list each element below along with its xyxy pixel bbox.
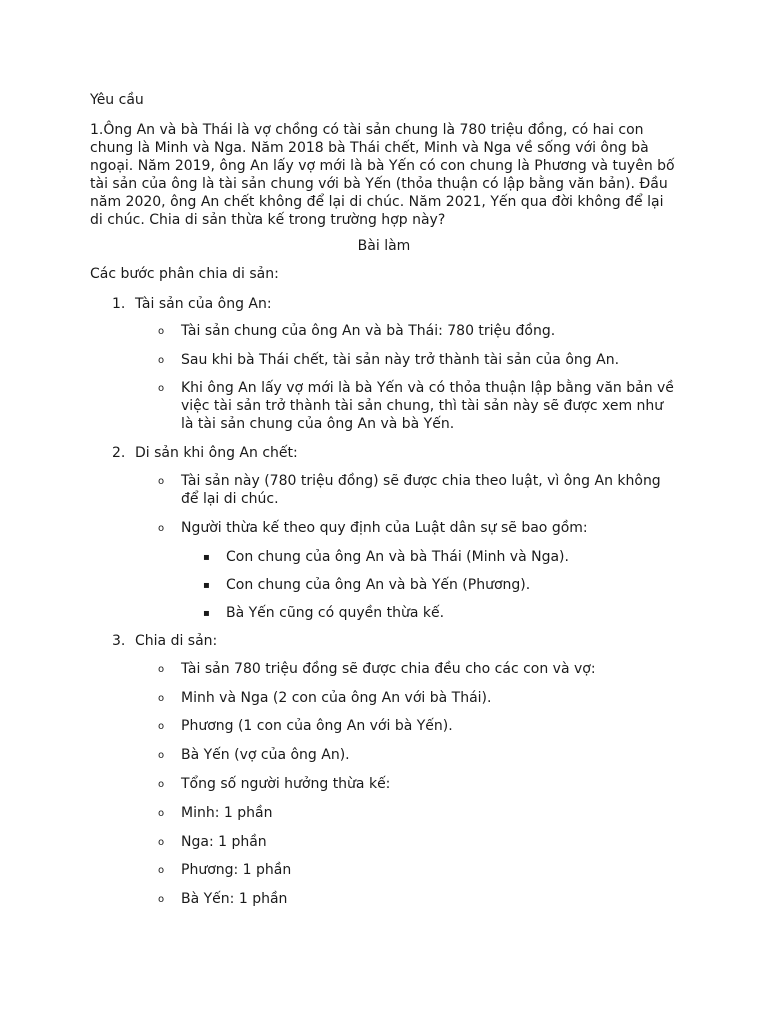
bullet-marker: o xyxy=(158,355,165,366)
list-item: Người thừa kế theo quy định của Luật dân sự sẽ bao gồm: xyxy=(181,520,588,536)
square-bullet-marker: ▪ xyxy=(203,552,210,563)
bullet-marker: o xyxy=(158,664,165,675)
step-title: Di sản khi ông An chết: xyxy=(135,445,298,461)
list-item: Bà Yến: 1 phần xyxy=(181,891,288,907)
sub-list-item: Con chung của ông An và bà Yến (Phương). xyxy=(226,577,531,593)
intro-text: Các bước phân chia di sản: xyxy=(90,266,279,282)
question-paragraph: 1.Ông An và bà Thái là vợ chồng có tài sản chung là 780 triệu đồng, có hai con chung là Minh và Nga. Năm 2018 bà Thái chết, Minh và Nga về sống với ông bà ngoại. Năm 2019, ông An lấy vợ mới là bà Yến có con chung là Phương và tuyên bố tài sản của ông là tài sản chung với bà Yến (thỏa thuận có lập bằng văn bản). Đầu năm 2020, ông An chết không để lại di chúc. Năm 2021, Yến qua đời không để lại di chúc. Chia di sản thừa kế trong trường hợp này? xyxy=(90,122,675,228)
bullet-marker: o xyxy=(158,894,165,905)
bullet-marker: o xyxy=(158,779,165,790)
heading: Yêu cầu xyxy=(90,92,144,108)
list-item: Sau khi bà Thái chết, tài sản này trở thành tài sản của ông An. xyxy=(181,352,620,368)
sub-list-item: Bà Yến cũng có quyền thừa kế. xyxy=(226,605,445,621)
step-title: Tài sản của ông An: xyxy=(135,296,272,312)
list-item: Bà Yến (vợ của ông An). xyxy=(181,747,350,763)
list-item: Phương: 1 phần xyxy=(181,862,292,878)
list-item: Minh và Nga (2 con của ông An với bà Thái). xyxy=(181,690,492,706)
list-item: Minh: 1 phần xyxy=(181,805,273,821)
bullet-marker: o xyxy=(158,476,165,487)
bullet-marker: o xyxy=(158,808,165,819)
square-bullet-marker: ▪ xyxy=(203,580,210,591)
bullet-marker: o xyxy=(158,693,165,704)
bullet-marker: o xyxy=(158,721,165,732)
list-item: Khi ông An lấy vợ mới là bà Yến và có thỏa thuận lập bằng văn bản về việc tài sản trở thành tài sản chung, thì tài sản này sẽ được xem như là tài sản chung của ông An và bà Yến. xyxy=(181,380,674,432)
sub-list-item: Con chung của ông An và bà Thái (Minh và Nga). xyxy=(226,549,569,565)
list-item: Tổng số người hưởng thừa kế: xyxy=(181,776,391,792)
step-number: 2. xyxy=(112,445,126,461)
list-item: Tài sản 780 triệu đồng sẽ được chia đều cho các con và vợ: xyxy=(181,661,596,677)
step-title: Chia di sản: xyxy=(135,633,218,649)
bullet-marker: o xyxy=(158,865,165,876)
list-item: Nga: 1 phần xyxy=(181,834,267,850)
square-bullet-marker: ▪ xyxy=(203,608,210,619)
bullet-marker: o xyxy=(158,326,165,337)
list-item: Tài sản chung của ông An và bà Thái: 780 triệu đồng. xyxy=(181,323,556,339)
step-number: 1. xyxy=(112,296,126,312)
list-item: Tài sản này (780 triệu đồng) sẽ được chia theo luật, vì ông An không để lại di chúc. xyxy=(181,473,661,507)
bullet-marker: o xyxy=(158,837,165,848)
step-number: 3. xyxy=(112,633,126,649)
list-item: Phương (1 con của ông An với bà Yến). xyxy=(181,718,453,734)
answer-title: Bài làm xyxy=(357,238,411,254)
bullet-marker: o xyxy=(158,750,165,761)
bullet-marker: o xyxy=(158,523,165,534)
bullet-marker: o xyxy=(158,383,165,394)
